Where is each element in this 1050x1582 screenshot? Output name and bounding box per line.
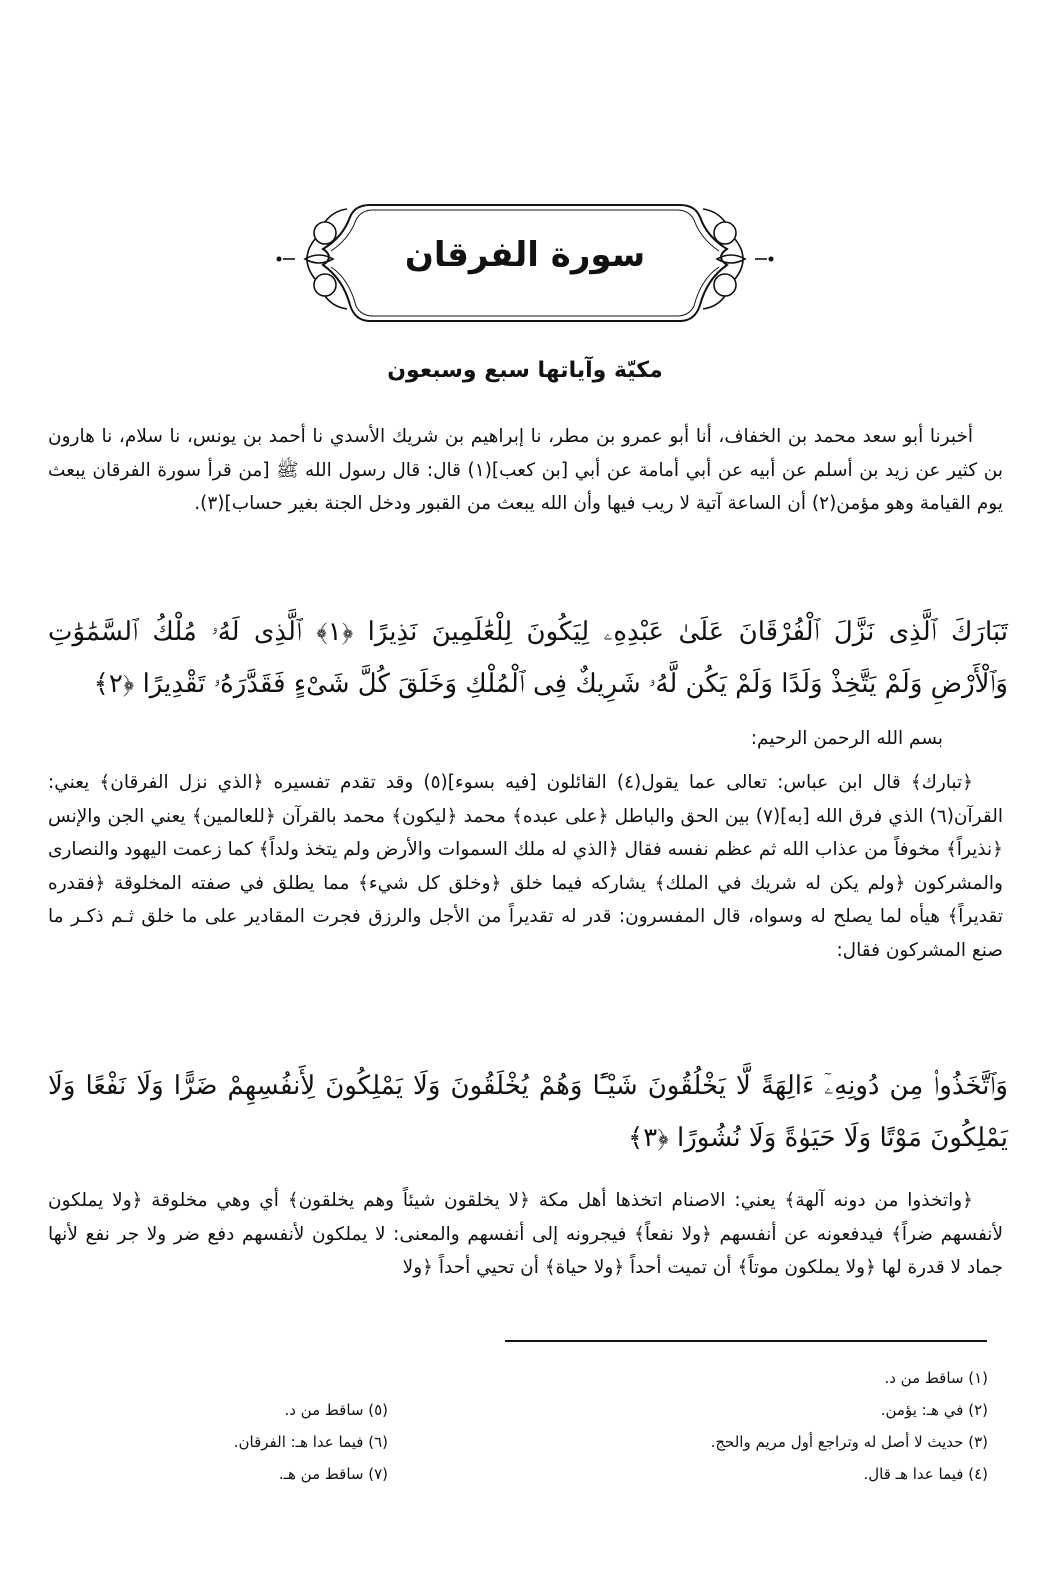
surah-subtitle: مكيّة وآياتها سبع وسبعون bbox=[387, 358, 663, 383]
commentary-1-text: ﴿تبارك﴾ قال ابن عباس: تعالى عما يقول(٤) القائلون [فيه بسوء](٥) وقد تقدم تفسيره ﴿الذي نزل الفرقان﴾ يعني: القرآن(٦) الذي فرق الله [به](٧) بين الحق والباطل ﴿على عبده﴾ محمد ﴿ليكون﴾ محمد بالقرآن ﴿للعالمين﴾ يعني الجن والإنس ﴿نذيراً﴾ مخوفاً من عذاب الله ثم عظم نفسه فقال ﴿الذي له ملك السموات والأرض ولم يتخذ ولداً﴾ كما زعمت اليهود والنصارى والمشركون ﴿ولم يكن له شريك في الملك﴾ يشاركه فيما خلق ﴿وخلق كل شيء﴾ مما يطلق في صفته المخلوقة ﴿فقدره تقديراً﴾ هيأه لما يصلح له وسواه، قال المفسرون: قدر له تقديراً من الأجل والرزق فجرت المقادير على ما خلق ثـم ذكـر ما صنع المشركون فقال: bbox=[48, 772, 1003, 961]
verse-block-1: تَبَارَكَ ٱلَّذِى نَزَّلَ ٱلْفُرْقَانَ عَلَىٰ عَبْدِهِۦ لِيَكُونَ لِلْعَٰلَمِينَ نَذِيرًا ﴿١﴾ ٱلَّذِى لَهُۥ مُلْكُ ٱلسَّمَٰوَٰتِ وَٱلْأَرْضِ وَلَمْ يَتَّخِذْ وَلَدًا وَلَمْ يَكُن لَّهُۥ شَرِيكٌ فِى ٱلْمُلْكِ وَخَلَقَ كُلَّ شَىْءٍ فَقَدَّرَهُۥ تَقْدِيرًا ﴿٢﴾ bbox=[48, 617, 1008, 699]
surah-title: سورة الفرقان bbox=[404, 235, 646, 275]
intro-text: أخبرنا أبو سعد محمد بن الخفاف، أنا أبو عمرو بن مطر، نا إبراهيم بن شريك الأسدي نا أحمد بن يونس، نا سلام، نا هارون بن كثير عن زيد بن أسلم عن أبيه عن أبي أمامة عن أبي [بن كعب](١) قال: قال رسول الله ﷺ [من قرأ سورة الفرقان يبعث يوم القيامة وهو مؤمن(٢) أن الساعة آتية لا ريب فيها وأن الله يبعث من القبور ودخل الجنة بغير حساب](٣). bbox=[48, 426, 1003, 514]
commentary-paragraph-2 bbox=[48, 1184, 1003, 1285]
intro-paragraph bbox=[48, 420, 1003, 521]
footnote-6: (٦) فيما عدا هـ: الفرقان. bbox=[233, 1433, 388, 1451]
footnote-2: (٢) في هـ: يؤمن. bbox=[880, 1401, 988, 1419]
footnote-4: (٤) فيما عدا هـ قال. bbox=[863, 1465, 988, 1483]
commentary-paragraph-1 bbox=[48, 766, 1003, 967]
footnotes-right-column bbox=[568, 1362, 988, 1490]
footnote-1: (١) ساقط من د. bbox=[884, 1369, 988, 1387]
basmala-text: بسم الله الرحمن الرحيم: bbox=[750, 728, 943, 749]
footnote-5: (٥) ساقط من د. bbox=[284, 1401, 388, 1419]
verse-block-3: وَٱتَّخَذُوا۟ مِن دُونِهِۦٓ ءَالِهَةً لَّا يَخْلُقُونَ شَيْـًٔا وَهُمْ يُخْلَقُونَ وَلَا يَمْلِكُونَ لِأَنفُسِهِمْ ضَرًّا وَلَا نَفْعًا وَلَا يَمْلِكُونَ مَوْتًا وَلَا حَيَوٰةً وَلَا نُشُورًا ﴿٣﴾ bbox=[48, 1071, 1008, 1153]
surah-title-frame bbox=[275, 193, 775, 333]
basmala-line bbox=[48, 728, 973, 749]
footnote-7: (٧) ساقط من هـ. bbox=[278, 1465, 388, 1483]
footnote-3: (٣) حديث لا أصل له وتراجع أول مريم والحج. bbox=[710, 1433, 988, 1451]
footnotes-left-column bbox=[88, 1394, 388, 1490]
commentary-2-text: ﴿واتخذوا من دونه آلهة﴾ يعني: الاصنام اتخذها أهل مكة ﴿لا يخلقون شيئاً وهم يخلقون﴾ أي وهي مخلوقة ﴿ولا يملكون لأنفسهم ضراً﴾ فيدفعونه عن أنفسهم ﴿ولا نفعاً﴾ فيجرونه إلى أنفسهم والمعنى: لا يملكون لأنفسهم دفع ضر ولا جر نفع لأنها جماد لا قدرة لها ﴿ولا يملكون موتاً﴾ أن تميت أحداً ﴿ولا حياة﴾ أن تحيي أحداً ﴿ولا bbox=[48, 1190, 1003, 1278]
footnote-divider bbox=[505, 1340, 987, 1342]
